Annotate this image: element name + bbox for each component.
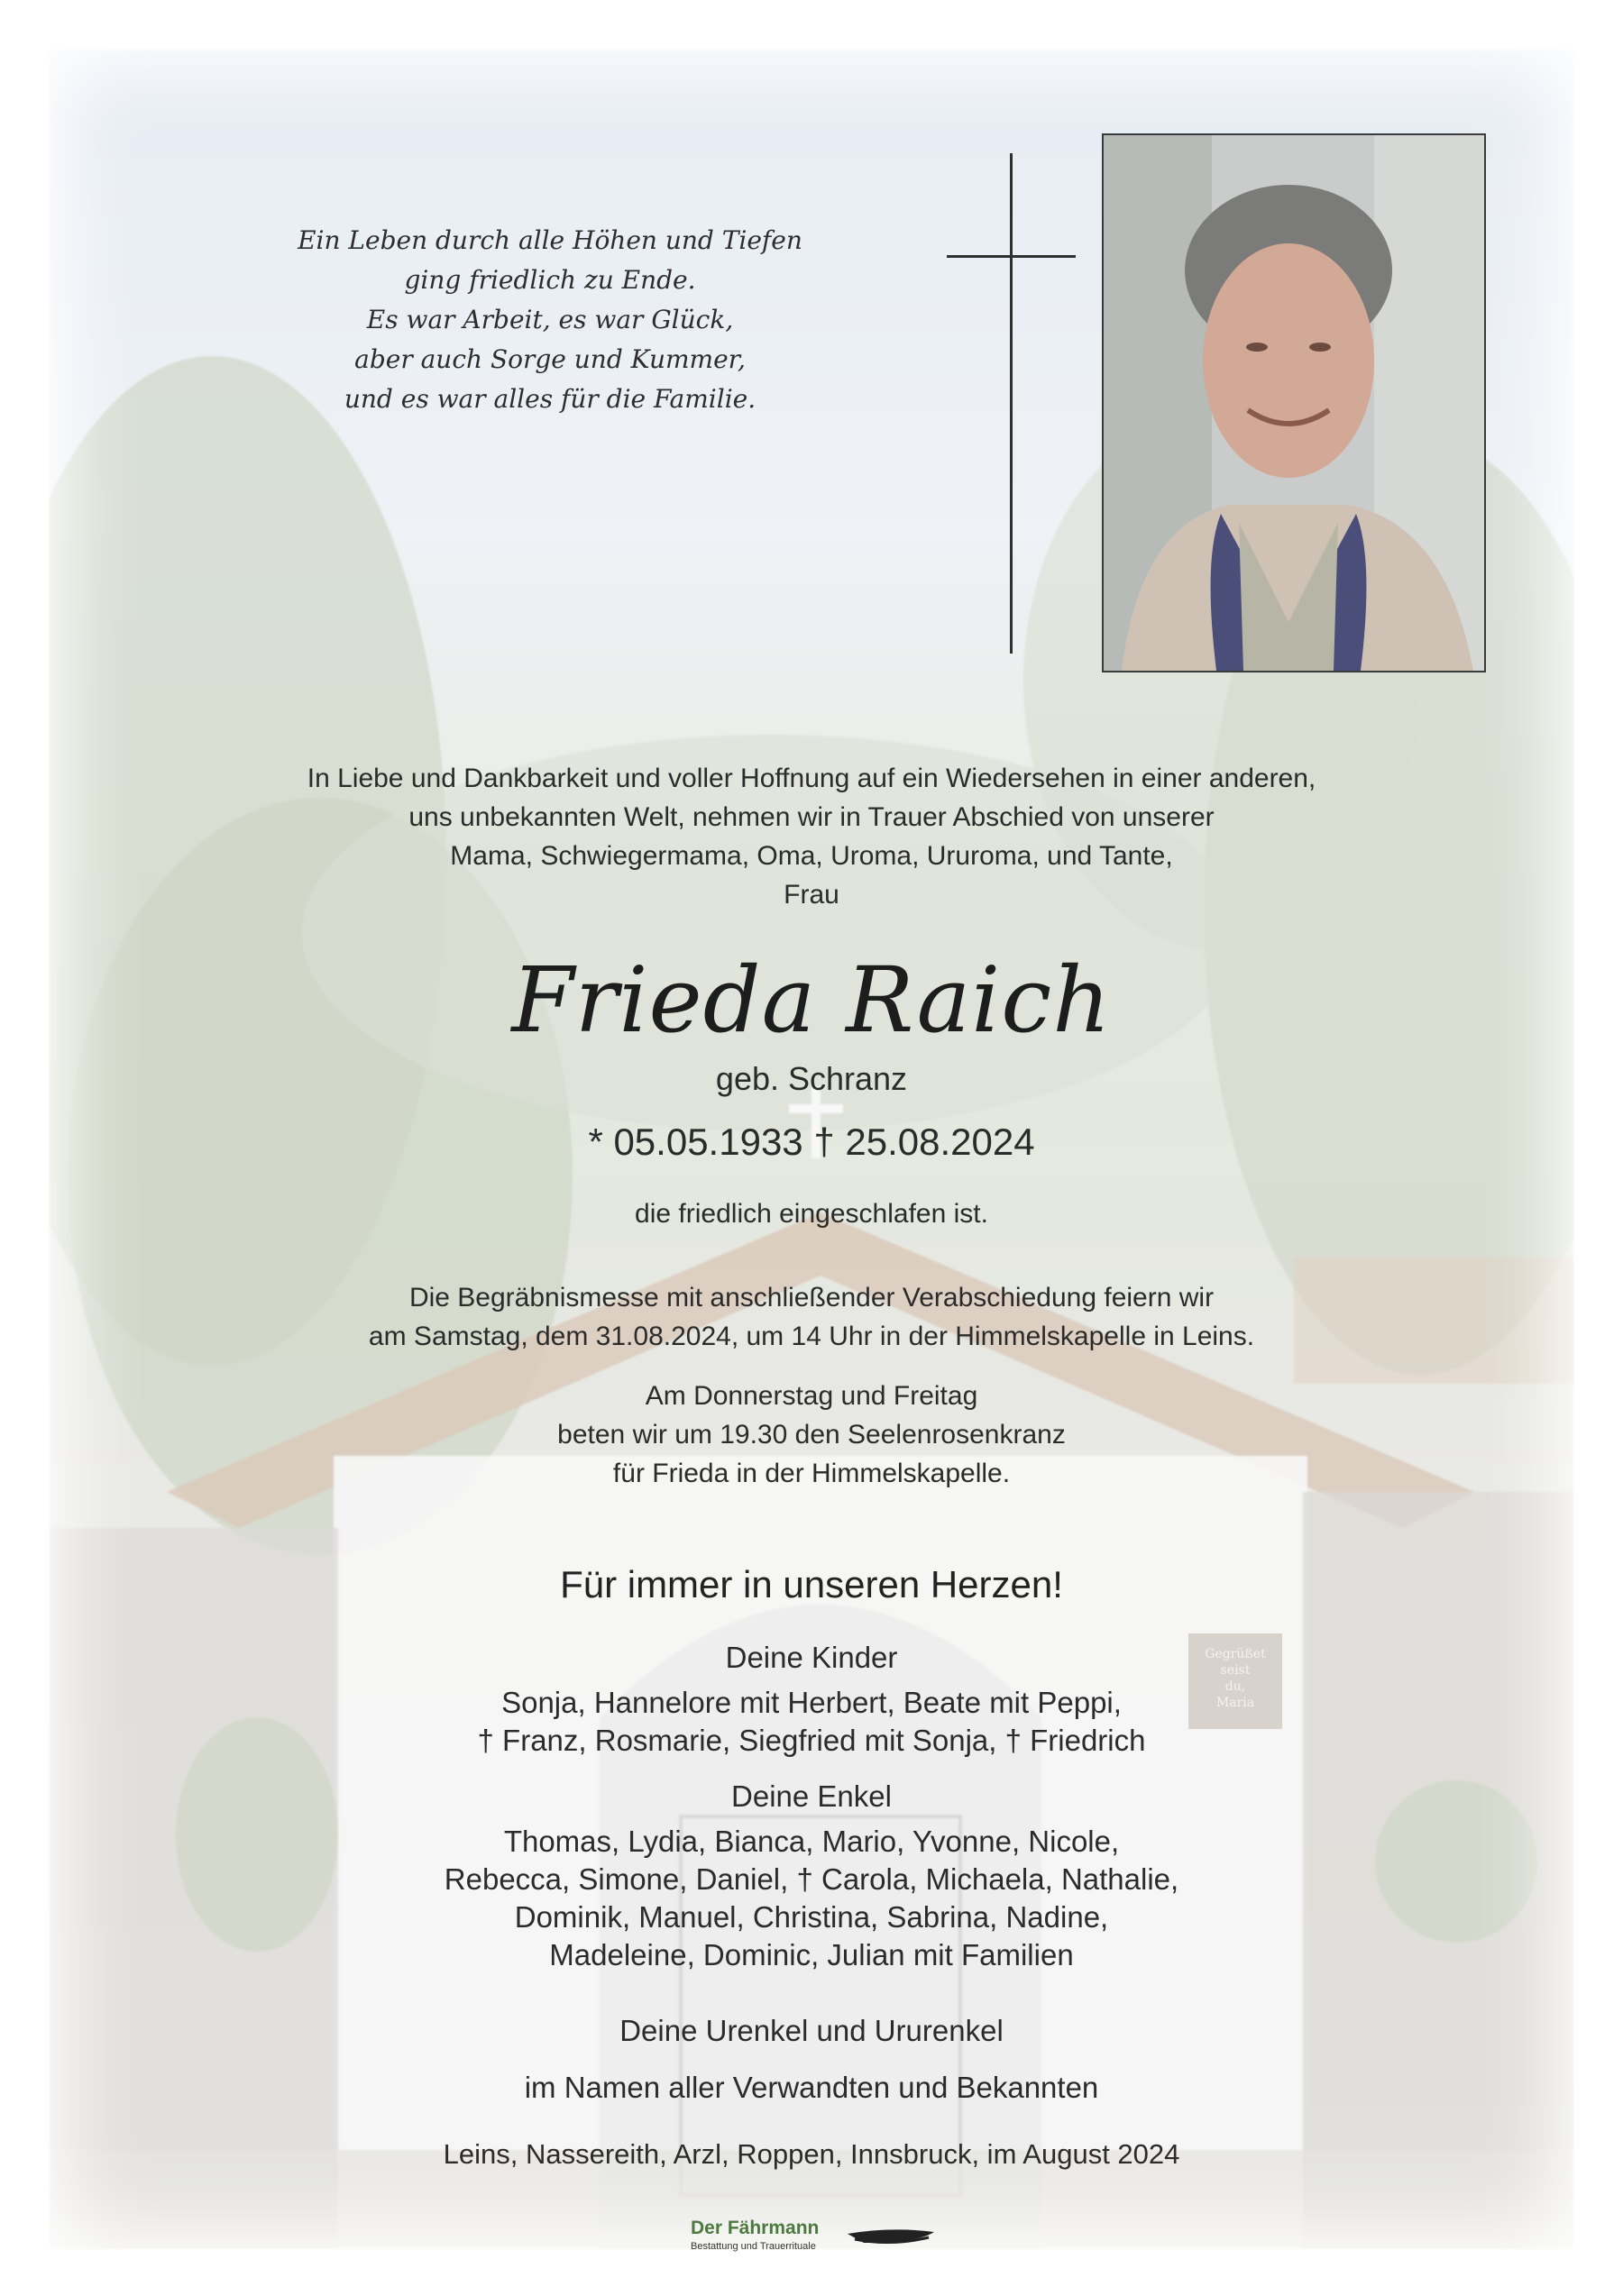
- grandchildren-line: Rebecca, Simone, Daniel, † Carola, Michaela, Nathalie,: [444, 1862, 1179, 1896]
- places-date: Leins, Nassereith, Arzl, Roppen, Innsbruck, im August 2024: [443, 2138, 1180, 2170]
- children-heading: Deine Kinder: [725, 1641, 898, 1674]
- rosary-line: Am Donnerstag und Freitag: [645, 1381, 978, 1411]
- rosary-line: für Frieda in der Himmelskapelle.: [612, 1459, 1011, 1488]
- intro-line: uns unbekannten Welt, nehmen wir in Trauer Abschied von unserer: [408, 802, 1215, 832]
- funeral-home-logo: [691, 2218, 934, 2272]
- mass-line: Die Begräbnismesse mit anschließender Verabschiedung feiern wir: [408, 1283, 1215, 1313]
- quote-line: Ein Leben durch alle Höhen und Tiefen: [298, 225, 802, 255]
- rosary-text: [0, 1377, 1623, 1493]
- funeral-mass-text: [0, 1278, 1623, 1356]
- intro-line: In Liebe und Dankbarkeit und voller Hoffnung auf ein Wiedersehen in einer anderen,: [307, 764, 1316, 793]
- cross-icon-bar: [947, 255, 1076, 258]
- intro-line: Mama, Schwiegermama, Oma, Uroma, Ururoma, und Tante,: [450, 841, 1173, 871]
- passing-text: die friedlich eingeschlafen ist.: [635, 1199, 988, 1229]
- portrait-illustration: [1104, 135, 1484, 671]
- quote: [225, 221, 875, 419]
- children-line: Sonja, Hannelore mit Herbert, Beate mit Peppi,: [501, 1686, 1122, 1719]
- motto: Für immer in unseren Herzen!: [560, 1563, 1063, 1605]
- grandchildren-heading: Deine Enkel: [731, 1779, 892, 1813]
- deceased-name: Frieda Raich: [511, 947, 1112, 1053]
- children-list: [0, 1684, 1623, 1760]
- birth-name: geb. Schranz: [715, 1060, 908, 1097]
- grandchildren-list: [0, 1823, 1623, 1974]
- logo-title: Der Fährmann: [691, 2218, 820, 2238]
- boat-icon: [846, 2223, 936, 2250]
- quote-line: und es war alles für die Familie.: [344, 384, 756, 414]
- children-line: † Franz, Rosmarie, Siegfried mit Sonja, † Friedrich: [477, 1724, 1146, 1757]
- sign-line: Gegrüßet seist: [1205, 1647, 1266, 1678]
- portrait-photo: [1102, 133, 1486, 672]
- cross-icon: [1010, 153, 1013, 654]
- life-dates: * 05.05.1933 † 25.08.2024: [588, 1121, 1035, 1163]
- intro-line: Frau: [784, 880, 839, 910]
- quote-line: Es war Arbeit, es war Glück,: [366, 305, 734, 334]
- sign-line: Maria: [1215, 1696, 1255, 1710]
- quote-line: aber auch Sorge und Kummer,: [354, 344, 746, 374]
- grandchildren-line: Thomas, Lydia, Bianca, Mario, Yvonne, Nicole,: [503, 1825, 1120, 1858]
- intro-text: [0, 759, 1623, 914]
- mass-line: am Samstag, dem 31.08.2024, um 14 Uhr in der Himmelskapelle in Leins.: [368, 1322, 1255, 1351]
- relatives-line: im Namen aller Verwandten und Bekannten: [524, 2071, 1099, 2104]
- quote-line: ging friedlich zu Ende.: [404, 265, 696, 295]
- logo-subtitle: Bestattung und Trauerrituale: [691, 2241, 816, 2252]
- sign-line: du,: [1224, 1679, 1246, 1694]
- grandchildren-line: Dominik, Manuel, Christina, Sabrina, Nadine,: [514, 1900, 1109, 1934]
- rosary-line: beten wir um 19.30 den Seelenrosenkranz: [557, 1420, 1066, 1450]
- grandchildren-line: Madeleine, Dominic, Julian mit Familien: [549, 1938, 1074, 1971]
- great-grandchildren: Deine Urenkel und Ururenkel: [619, 2014, 1004, 2047]
